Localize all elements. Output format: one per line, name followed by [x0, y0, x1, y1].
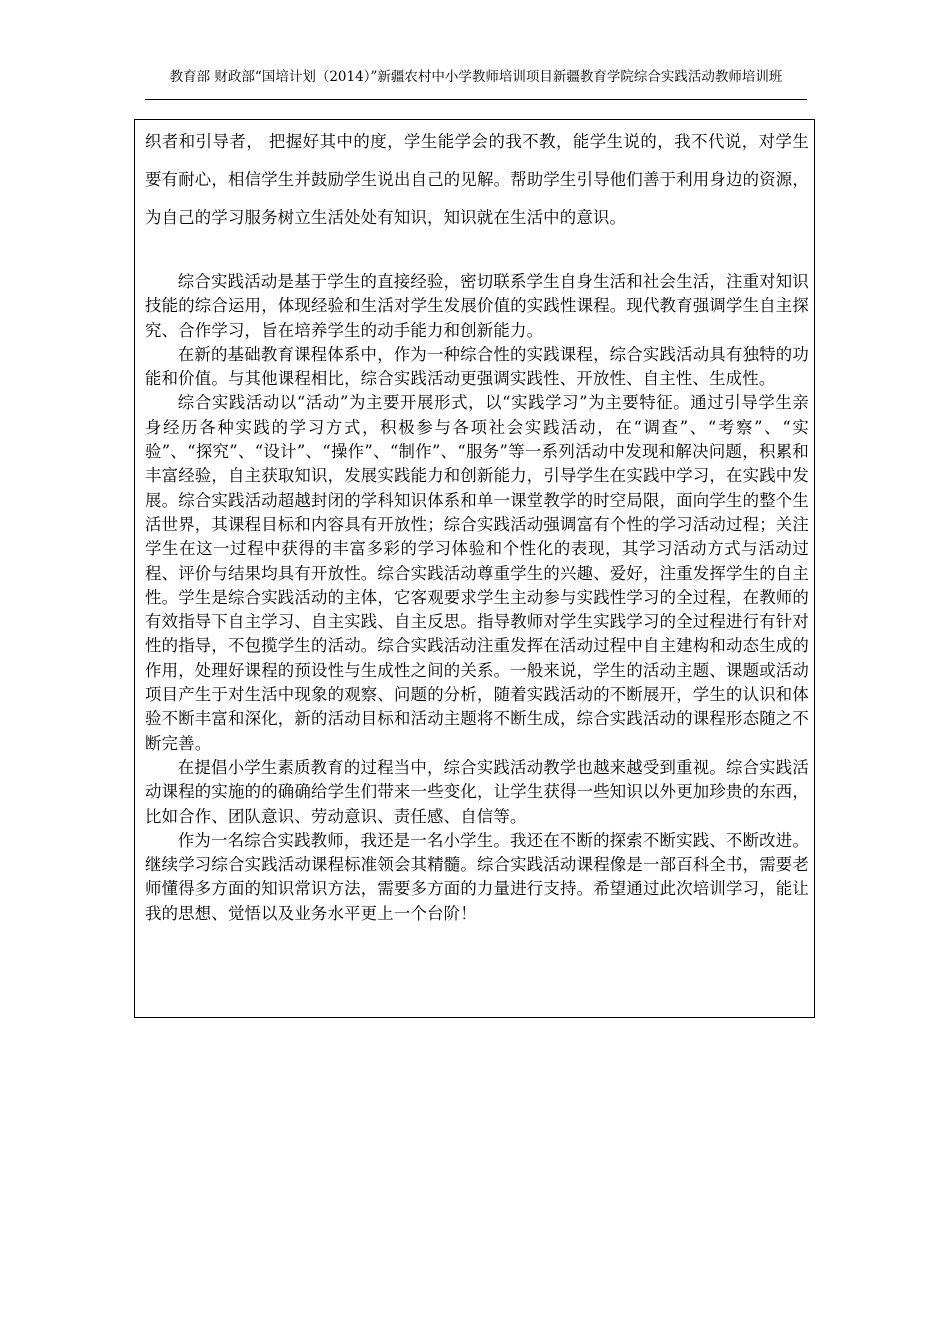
- paragraph-5: 作为一名综合实践教师，我还是一名小学生。我还在不断的探索不断实践、不断改进。继续学习综合实践活动课程标准领会其精髓。综合实践活动课程像是一部百科全书，需要老师懂得多方面的知识常识方法，需要多方面的力量进行支持。希望通过此次培训学习，能让我的思想、觉悟以及业务水平更上一个台阶！: [145, 830, 809, 923]
- page-header: 教育部 财政部“国培计划（2014）”新疆农村中小学教师培训项目新疆教育学院综合实践活动教师培训班: [169, 69, 783, 85]
- paragraph-2: 在新的基础教育课程体系中，作为一种综合性的实践课程，综合实践活动具有独特的功能和价值。与其他课程相比，综合实践活动更强调实践性、开放性、自主性、生成性。: [145, 344, 809, 389]
- body-text: [145, 270, 809, 926]
- content-table-cell: [134, 119, 815, 1018]
- paragraph-3: 综合实践活动以“活动”为主要开展形式，以“实践学习”为主要特征。通过引导学生亲身经历各种实践的学习方式，积极参与各项社会实践活动，在“调查”、“考察”、“实验”、“探究”、“设计”、“操作”、“制作”、“服务”等一系列活动中发现和解决问题，积累和丰富经验，自主获取知识，发展实践能力和创新能力，引导学生在实践中学习，在实践中发展。综合实践活动超越封闭的学科知识体系和单一课堂教学的时空局限，面向学生的整个生活世界，其课程目标和内容具有开放性；综合实践活动强调富有个性的学习活动过程；关注学生在这一过程中获得的丰富多彩的学习体验和个性化的表现，其学习活动方式与活动过程、评价与结果均具有开放性。综合实践活动尊重学生的兴趣、爱好，注重发挥学生的自主性。学生是综合实践活动的主体，它客观要求学生主动参与实践性学习的全过程，在教师的有效指导下自主学习、自主实践、自主反思。指导教师对学生实践学习的全过程进行有针对性的指导，不包揽学生的活动。综合实践活动注重发挥在活动过程中自主建构和动态生成的作用，处理好课程的预设性与生成性之间的关系。一般来说，学生的活动主题、课题或活动项目产生于对生活中现象的观察、问题的分析，随着实践活动的不断展开，学生的认识和体验不断丰富和深化，新的活动目标和活动主题将不断生成，综合实践活动的课程形态随之不断完善。: [145, 393, 809, 753]
- header-divider: [145, 99, 807, 100]
- paragraph-4: 在提倡小学生素质教育的过程当中，综合实践活动教学也越来越受到重视。综合实践活动课程的实施的的确确给学生们带来一些变化，让学生获得一些知识以外更加珍贵的东西，比如合作、团队意识、劳动意识、责任感、自信等。: [145, 757, 809, 826]
- intro-paragraph: 织者和引导者， 把握好其中的度，学生能学会的我不教，能学生说的，我不代说，对学生要有耐心，相信学生并鼓励学生说出自己的见解。帮助学生引导他们善于利用身边的资源，为自己的学习服务树立生活处处有知识，知识就在生活中的意识。: [145, 132, 809, 227]
- paragraph-1: 综合实践活动是基于学生的直接经验，密切联系学生自身生活和社会生活，注重对知识技能的综合运用，体现经验和生活对学生发展价值的实践性课程。现代教育强调学生自主探究、合作学习，旨在培养学生的动手能力和创新能力。: [145, 272, 809, 340]
